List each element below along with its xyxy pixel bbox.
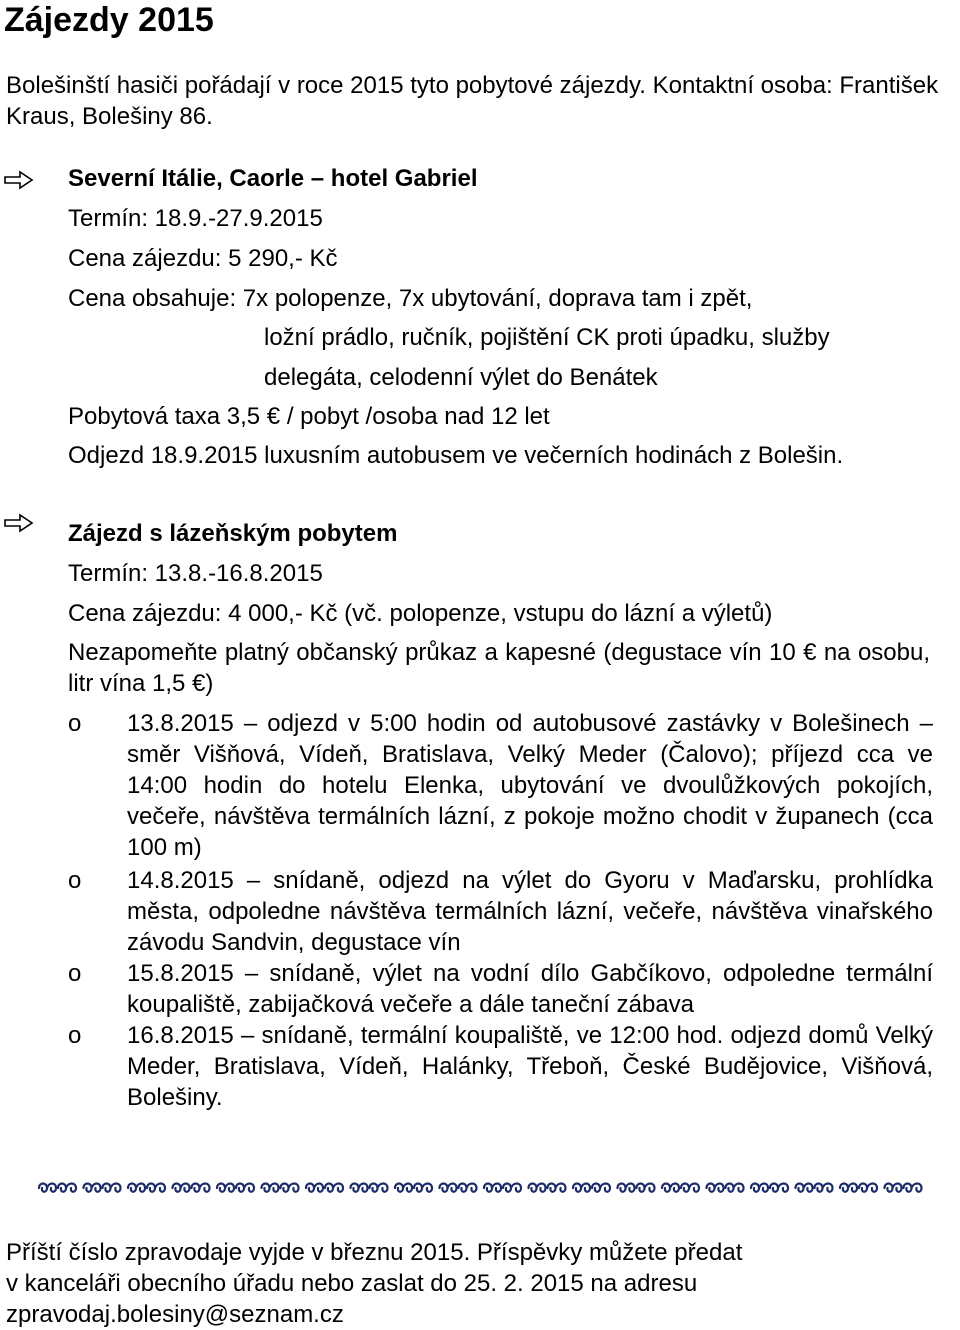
trip1-includes-line3: delegáta, celodenní výlet do Benátek: [264, 364, 658, 391]
trip2-term: Termín: 13.8.-16.8.2015: [68, 560, 323, 587]
page-title: Zájezdy 2015: [4, 1, 214, 39]
trip1-price: Cena zájezdu: 5 290,- Kč: [68, 245, 338, 272]
trip2-heading: Zájezd s lázeňským pobytem: [68, 520, 398, 547]
arrow-right-icon: [4, 513, 34, 533]
trip1-departure: Odjezd 18.9.2015 luxusním autobusem ve večerních hodinách z Bolešin.: [68, 442, 844, 469]
itinerary-day-4: 16.8.2015 – snídaně, termální koupaliště, ve 12:00 hod. odjezd domů Velký Meder, Bratislava, Vídeň, Halánky, Třeboň, České Budějovice, Višňová, Bolešiny.: [127, 1022, 933, 1111]
trip1-heading: Severní Itálie, Caorle – hotel Gabriel: [68, 165, 478, 192]
trip2-price: Cena zájezdu: 4 000,- Kč (vč. polopenze, vstupu do lázní a výletů): [68, 600, 773, 627]
list-bullet: o: [68, 960, 82, 987]
intro-paragraph: Bolešinští hasiči pořádají v roce 2015 tyto pobytové zájezdy. Kontaktní osoba: František Kraus, Bolešiny 86.: [6, 72, 939, 130]
footer-line-1: Příští číslo zpravodaje vyjde v březnu 2015. Příspěvky můžete předat: [6, 1239, 743, 1266]
footer-email: zpravodaj.bolesiny@seznam.cz: [6, 1301, 344, 1328]
trip1-tax: Pobytová taxa 3,5 € / pobyt /osoba nad 12 let: [68, 403, 550, 430]
itinerary-day-3: 15.8.2015 – snídaně, výlet na vodní dílo Gabčíkovo, odpoledne termální koupaliště, zabijačková večeře a dále taneční zábava: [127, 960, 933, 1018]
arrow-right-icon: [4, 170, 34, 190]
trip1-includes-line1: Cena obsahuje: 7x polopenze, 7x ubytování, doprava tam i zpět,: [68, 285, 753, 312]
itinerary-day-1: 13.8.2015 – odjezd v 5:00 hodin od autobusové zastávky v Bolešinech – směr Višňová, Vídeň, Bratislava, Velký Meder (Čalovo); příjezd cca ve 14:00 hodin do hotelu Elenka, ubytování ve dvoulůžkových pokojích, večeře, návštěva termálních lázní, z pokoje možno chodit v županech (cca 100 m): [127, 710, 933, 861]
trip1-term: Termín: 18.9.-27.9.2015: [68, 205, 323, 232]
footer-line-2: v kanceláři obecního úřadu nebo zaslat do 25. 2. 2015 na adresu: [6, 1270, 698, 1297]
list-bullet: o: [68, 1022, 82, 1049]
list-bullet: o: [68, 710, 82, 737]
trip1-includes-line2: ložní prádlo, ručník, pojištění CK proti úpadku, služby: [264, 324, 830, 351]
ornament-divider: [36, 1178, 926, 1198]
trip2-note: Nezapomeňte platný občanský průkaz a kapesné (degustace vín 10 € na osobu, litr vína 1,5 €): [68, 639, 930, 697]
list-bullet: o: [68, 867, 82, 894]
itinerary-day-2: 14.8.2015 – snídaně, odjezd na výlet do Gyoru v Maďarsku, prohlídka města, odpoledne návštěva termálních lázní, večeře, návštěva vinařského závodu Sandvin, degustace vín: [127, 867, 933, 956]
